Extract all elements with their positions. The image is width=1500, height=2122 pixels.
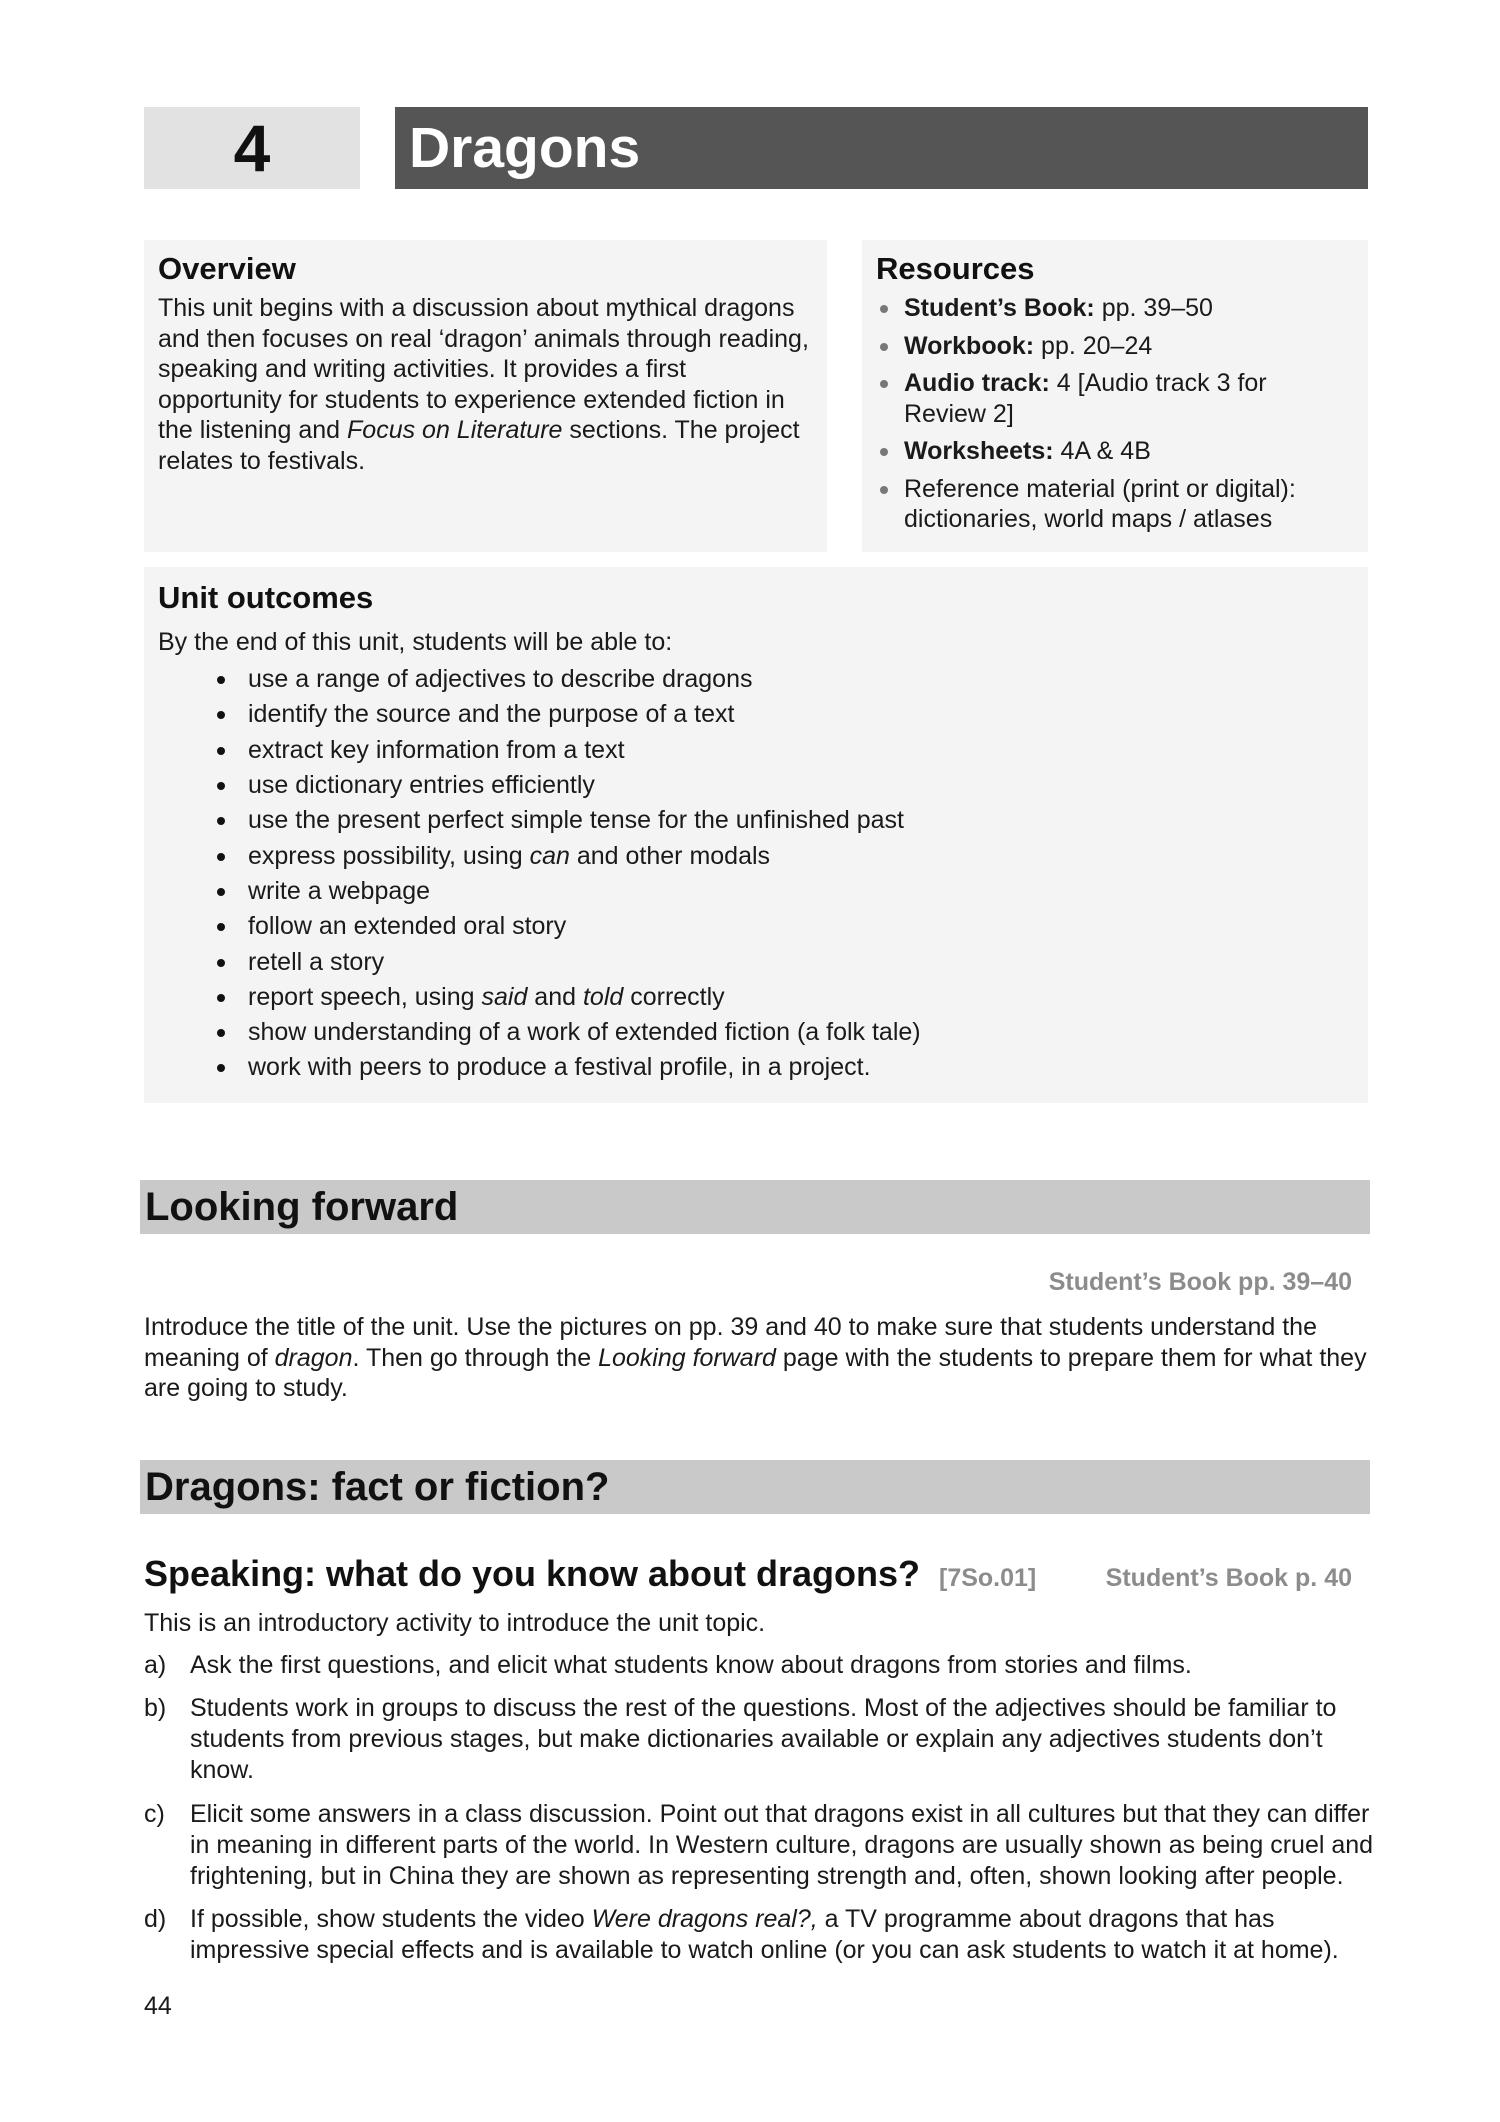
outcome-item: use the present perfect simple tense for the unfinished past <box>158 803 1354 838</box>
activity-item-a: a) Ask the first questions, and elicit what students know about dragons from stories and films. <box>144 1651 1192 1679</box>
outcome-item: express possibility, using can and other modals <box>158 839 1354 874</box>
outcome-item: retell a story <box>158 945 1354 980</box>
fact-or-fiction-heading: Dragons: fact or fiction? <box>140 1460 1370 1514</box>
resources-heading: Resources <box>876 251 1035 286</box>
curriculum-code: [7So.01] <box>939 1564 1037 1592</box>
outcome-item: write a webpage <box>158 874 1354 909</box>
resource-item: Student’s Book: pp. 39–50 <box>876 293 1354 324</box>
speaking-intro: This is an introductory activity to introduce the unit topic. <box>144 1609 766 1637</box>
resources-list <box>876 293 1354 535</box>
outcome-item: follow an extended oral story <box>158 909 1354 944</box>
resource-item: Worksheets: 4A & 4B <box>876 436 1354 467</box>
speaking-book-ref: Student’s Book p. 40 <box>1105 1564 1352 1592</box>
looking-forward-book-ref: Student’s Book pp. 39–40 <box>1048 1268 1352 1296</box>
unit-title: Dragons <box>395 107 1368 189</box>
overview-text: This unit begins with a discussion about mythical dragons and then focuses on real ‘dragon’ animals through reading, speaking and writing activities. It provides a first opportunity for students to experience extended fiction in the listening and Focus on Literature sections. The project relates to festivals. <box>158 294 809 475</box>
activity-item-b: b) Students work in groups to discuss the rest of the questions. Most of the adjectives should be familiar to students from previous stages, but make dictionaries available or explain any adjectives students don’t know. <box>144 1694 1337 1784</box>
resources-box <box>862 240 1368 552</box>
outcomes-intro: By the end of this unit, students will be able to: <box>158 628 673 657</box>
outcome-item: identify the source and the purpose of a text <box>158 697 1354 732</box>
resource-item: Workbook: pp. 20–24 <box>876 331 1354 362</box>
outcome-item: work with peers to produce a festival profile, in a project. <box>158 1050 1354 1085</box>
overview-heading: Overview <box>158 251 296 286</box>
speaking-heading: Speaking: what do you know about dragons? <box>144 1553 921 1594</box>
outcomes-list <box>158 662 1354 1086</box>
resource-item: Audio track: 4 [Audio track 3 for Review 2] <box>876 368 1354 429</box>
outcome-item: use dictionary entries efficiently <box>158 768 1354 803</box>
page-number: 44 <box>144 1992 172 2020</box>
overview-box <box>144 240 827 552</box>
activity-item-d: d) If possible, show students the video Were dragons real?, a TV programme about dragons that has impressive special effects and is available to watch online (or you can ask students to watch it at home). <box>144 1905 1339 1964</box>
resource-item: Reference material (print or digital): dictionaries, world maps / atlases <box>876 474 1354 535</box>
unit-outcomes-box <box>144 567 1368 1103</box>
outcome-item: extract key information from a text <box>158 733 1354 768</box>
outcome-item: show understanding of a work of extended fiction (a folk tale) <box>158 1015 1354 1050</box>
activity-item-c: c) Elicit some answers in a class discussion. Point out that dragons exist in all cultures but that they can differ in meaning in different parts of the world. In Western culture, dragons are usually shown as being cruel and frightening, but in China they are shown as representing strength and, often, shown looking after people. <box>144 1800 1374 1890</box>
looking-forward-text: Introduce the title of the unit. Use the pictures on pp. 39 and 40 to make sure that students understand the meaning of dragon. Then go through the Looking forward page with the students to prepare them for what they are going to study. <box>144 1313 1367 1402</box>
outcome-item: report speech, using said and told correctly <box>158 980 1354 1015</box>
unit-number: 4 <box>144 107 360 189</box>
outcome-item: use a range of adjectives to describe dragons <box>158 662 1354 697</box>
outcomes-heading: Unit outcomes <box>158 580 374 615</box>
looking-forward-heading: Looking forward <box>140 1180 1370 1234</box>
